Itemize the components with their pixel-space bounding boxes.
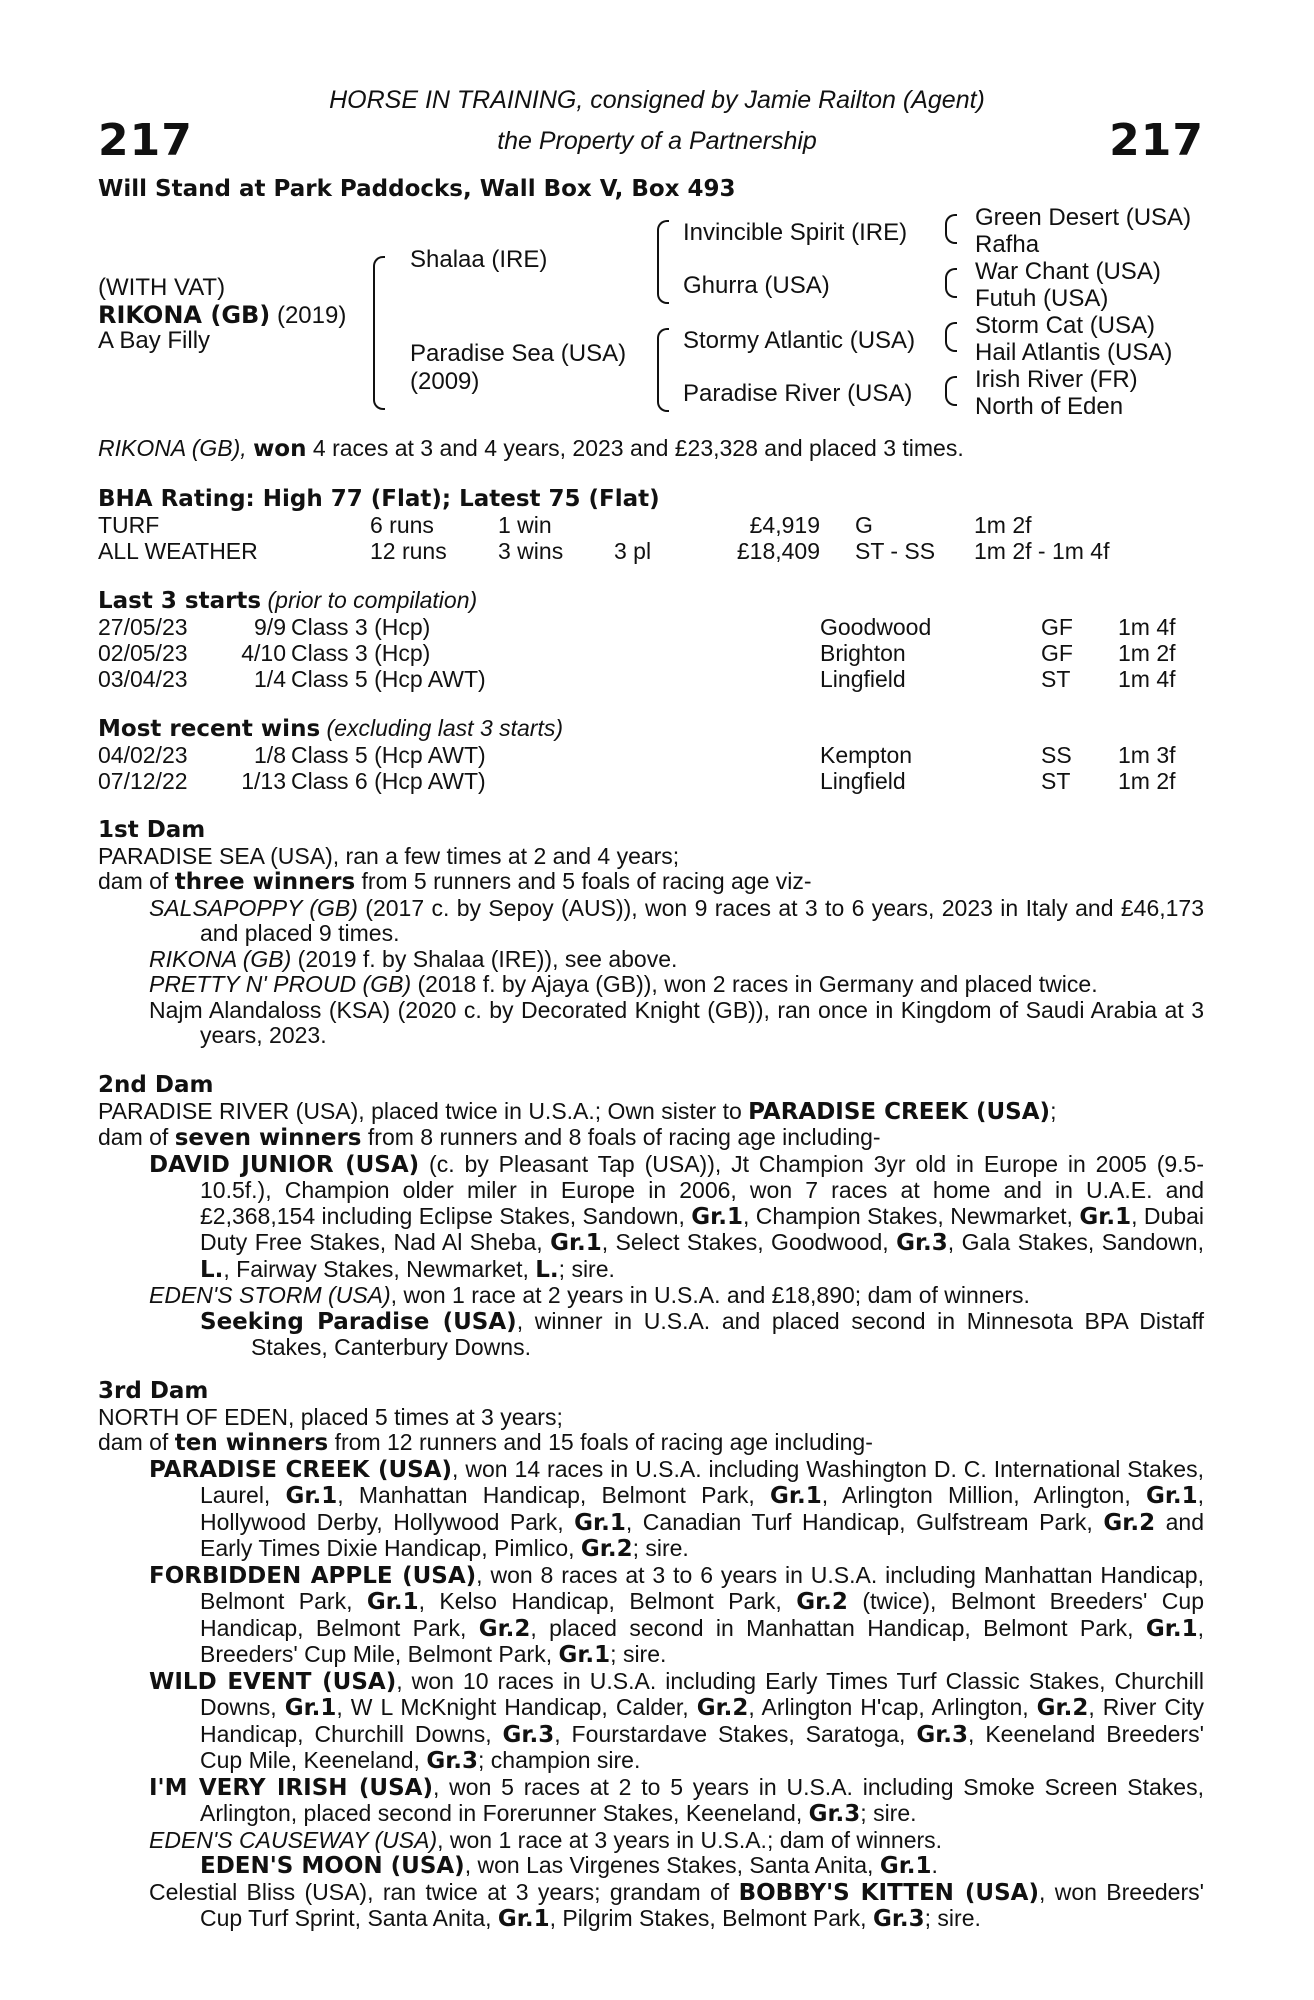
- t: ; sire.: [558, 1255, 615, 1282]
- t: , Select Stakes, Goodwood,: [601, 1229, 897, 1255]
- t: , Arlington H'cap, Arlington,: [748, 1694, 1037, 1720]
- summary-horse-name: RIKONA (GB),: [98, 435, 247, 461]
- start-course: Goodwood: [820, 614, 932, 640]
- grade: Gr.1: [284, 1695, 337, 1721]
- rating-going: G: [855, 512, 873, 538]
- summary-won: won: [253, 436, 307, 462]
- pedigree-sire-dam: Ghurra (USA): [683, 272, 830, 299]
- third-dam-line: NORTH OF EDEN, placed 5 times at 3 years;: [98, 1403, 563, 1430]
- recent-win-row: [98, 768, 1204, 794]
- progeny-text: , winner in U.S.A. and placed second in Minnesota BPA Distaff Stakes, Canterbury Downs.: [251, 1307, 1205, 1360]
- grand-progeny-entry: [98, 1309, 1204, 1361]
- start-date: 03/04/23: [98, 666, 188, 692]
- start-course: Brighton: [820, 640, 906, 666]
- sibling-name: PARADISE CREEK (USA): [748, 1098, 1051, 1125]
- progeny-name: RIKONA (GB): [149, 945, 292, 972]
- grade: Gr.2: [1036, 1695, 1089, 1721]
- first-dam-summary: [98, 869, 1204, 896]
- grade: Gr.2: [580, 1536, 633, 1562]
- winners-count: three winners: [174, 869, 356, 895]
- t: , Dubai Duty Free Stakes, Nad Al Sheba,: [200, 1202, 1205, 1255]
- t: , won 8 races at 3 to 6 years in U.S.A. including Manhattan Handicap, Belmont Park,: [200, 1561, 1204, 1614]
- t: , Gala Stakes, Sandown,: [947, 1229, 1204, 1255]
- start-date: 27/05/23: [98, 614, 188, 640]
- grand-progeny-entry: [98, 1853, 1204, 1880]
- win-class: Class 5 (Hcp AWT): [291, 742, 486, 768]
- t: , won 5 races at 2 to 5 years in U.S.A. including Smoke Screen Stakes, Arlington, placed second in Forerunner Stakes, Keeneland,: [200, 1773, 1204, 1826]
- grade: Gr.1: [550, 1230, 602, 1256]
- t: , Manhattan Handicap, Belmont Park,: [337, 1482, 771, 1508]
- start-distance: 1m 4f: [1118, 614, 1176, 640]
- progeny-text: , won 1 race at 3 years in U.S.A.; dam of winners.: [437, 1826, 943, 1853]
- text: from 5 runners and 5 foals of racing age viz-: [361, 868, 812, 894]
- start-going: ST: [1041, 666, 1071, 692]
- pedigree-sire-sire: Invincible Spirit (IRE): [683, 219, 908, 246]
- progeny-entry: Najm Alandaloss (KSA) (2020 c. by Decorated Knight (GB)), ran once in Kingdom of Saudi Arabia at 3 years, 2023.: [149, 996, 1204, 1048]
- lot-number-right: 217: [1109, 115, 1204, 166]
- start-class: Class 3 (Hcp): [291, 614, 431, 640]
- start-position: 4/10: [241, 640, 286, 666]
- progeny-name: EDEN'S MOON (USA): [200, 1853, 465, 1879]
- t: , won 14 races in U.S.A. including Washington D. C. International Stakes, Laurel,: [200, 1455, 1204, 1508]
- grade: Gr.1: [574, 1509, 626, 1536]
- grade: L.: [200, 1256, 224, 1283]
- win-distance: 1m 2f: [1118, 768, 1176, 794]
- grade: Gr.3: [896, 1230, 948, 1256]
- last3-row: [98, 614, 1204, 640]
- t: , Breeders' Cup Mile, Belmont Park,: [200, 1614, 1204, 1667]
- progeny-name: BOBBY'S KITTEN (USA): [738, 1879, 1039, 1906]
- rating-runs: 6 runs: [370, 512, 434, 538]
- progeny-name: EDEN'S CAUSEWAY (USA): [149, 1826, 438, 1853]
- pedigree-dam: Paradise Sea (USA): [410, 340, 627, 367]
- grade: Gr.3: [808, 1801, 861, 1827]
- grade: Gr.1: [558, 1642, 611, 1668]
- grade: Gr.1: [285, 1483, 338, 1509]
- first-dam-section: [98, 818, 1204, 1049]
- horse-year: (2019): [276, 302, 347, 329]
- rating-row-aw: [98, 538, 1204, 564]
- last3-row: [98, 666, 1204, 692]
- rating-distance: 1m 2f: [974, 512, 1032, 538]
- pedigree-bracket-sire: [657, 220, 669, 304]
- pedigree-dam-sire: Stormy Atlantic (USA): [683, 327, 916, 354]
- progeny-name: WILD EVENT (USA): [149, 1668, 397, 1695]
- second-dam-summary: [98, 1125, 1204, 1152]
- text: ;: [1050, 1097, 1057, 1124]
- progeny-entry: [98, 1283, 1204, 1309]
- progeny-entry: [98, 1457, 1204, 1563]
- win-course: Kempton: [820, 742, 913, 768]
- pedigree-bracket-g4: [945, 376, 957, 406]
- text: from 8 runners and 8 foals of racing age including-: [367, 1124, 881, 1150]
- progeny-name: Seeking Paradise (USA): [200, 1308, 517, 1335]
- pedigree-g1: Green Desert (USA): [975, 204, 1192, 231]
- rating-prize: £18,409: [736, 538, 820, 564]
- summary-text: 4 races at 3 and 4 years, 2023 and £23,328 and placed 3 times.: [312, 435, 964, 461]
- start-distance: 1m 2f: [1118, 640, 1176, 666]
- progeny-name: FORBIDDEN APPLE (USA): [149, 1562, 477, 1589]
- text: from 12 runners and 15 foals of racing age including-: [334, 1429, 873, 1455]
- grade: Gr.1: [366, 1589, 419, 1615]
- start-class: Class 3 (Hcp): [291, 640, 431, 666]
- grade: Gr.2: [796, 1589, 848, 1615]
- progeny-name: DAVID JUNIOR (USA): [149, 1151, 420, 1178]
- grade: Gr.3: [916, 1721, 969, 1748]
- grade: Gr.1: [1079, 1203, 1132, 1230]
- rating-prize: £4,919: [749, 512, 820, 538]
- pedigree-g4: Futuh (USA): [975, 285, 1109, 312]
- pedigree-g8: North of Eden: [975, 393, 1124, 420]
- win-course: Lingfield: [820, 768, 906, 794]
- rating-row-turf: [98, 512, 1204, 538]
- third-dam-section: [98, 1379, 1204, 1933]
- pedigree-g3: War Chant (USA): [975, 258, 1161, 285]
- recent-wins-title: Most recent wins: [98, 716, 321, 742]
- t: , Keeneland Breeders' Cup Mile, Keeneland,: [200, 1720, 1204, 1773]
- start-position: 9/9: [254, 614, 286, 640]
- consignor-line: HORSE IN TRAINING, consigned by Jamie Railton (Agent): [329, 86, 985, 114]
- progeny-entry: [98, 1775, 1204, 1828]
- start-course: Lingfield: [820, 666, 906, 692]
- win-going: ST: [1041, 768, 1071, 794]
- text: PARADISE RIVER (USA), placed twice in U.S.A.; Own sister to: [98, 1097, 742, 1124]
- win-distance: 1m 3f: [1118, 742, 1176, 768]
- rating-title: BHA Rating: High 77 (Flat); Latest 75 (Flat): [98, 486, 660, 512]
- t: ; sire.: [632, 1535, 689, 1561]
- progeny-name: SALSAPOPPY (GB): [149, 894, 358, 921]
- grade: Gr.2: [1103, 1509, 1156, 1536]
- t: , won Las Virgenes Stakes, Santa Anita,: [464, 1852, 880, 1878]
- t: , Pilgrim Stakes, Belmont Park,: [549, 1905, 873, 1931]
- t: , won Breeders' Cup Turf Sprint, Santa Anita,: [200, 1878, 1204, 1931]
- text: dam of: [98, 1429, 169, 1455]
- t: (c. by Pleasant Tap (USA)), Jt Champion 3yr old in Europe in 2005 (9.5-10.5f.), Champion older miler in Europe in 2006, won 7 races at home and in U.A.E. and £2,368,154 including Eclipse Stakes, Sandown,: [200, 1150, 1204, 1229]
- t: ; sire.: [610, 1641, 667, 1667]
- pedigree-bracket-g2: [945, 268, 957, 298]
- progeny-entry: [98, 1880, 1204, 1933]
- grade: Gr.2: [696, 1695, 749, 1721]
- last3-note: (prior to compilation): [267, 587, 478, 613]
- horse-title: [98, 301, 346, 330]
- t: , W L McKnight Handicap, Calder,: [336, 1694, 697, 1720]
- stand-location: Will Stand at Park Paddocks, Wall Box V, Box 493: [98, 176, 736, 202]
- win-date: 04/02/23: [98, 742, 188, 768]
- rating-going: ST - SS: [855, 538, 936, 564]
- second-dam-title: 2nd Dam: [98, 1072, 214, 1098]
- t: , Fourstardave Stakes, Saratoga,: [554, 1720, 917, 1747]
- second-dam-line: [98, 1099, 1204, 1126]
- win-date: 07/12/22: [98, 768, 188, 794]
- t: , won 10 races in U.S.A. including Early Times Turf Classic Stakes, Churchill Downs,: [200, 1667, 1204, 1720]
- progeny-text: (2019 f. by Shalaa (IRE)), see above.: [297, 945, 678, 972]
- t: , Kelso Handicap, Belmont Park,: [418, 1588, 797, 1614]
- progeny-name: PARADISE CREEK (USA): [149, 1456, 453, 1483]
- horse-name: RIKONA (GB): [98, 301, 271, 329]
- t: .: [931, 1852, 938, 1878]
- grade: Gr.1: [770, 1483, 822, 1509]
- third-dam-title: 3rd Dam: [98, 1378, 209, 1404]
- grade: Gr.1: [497, 1906, 550, 1932]
- recent-wins-note: (excluding last 3 starts): [326, 715, 564, 741]
- progeny-entry: [98, 1152, 1204, 1284]
- progeny-name: EDEN'S STORM (USA): [149, 1282, 391, 1308]
- grade: Gr.3: [426, 1748, 478, 1774]
- winners-count: seven winners: [174, 1125, 362, 1151]
- t: , Hollywood Derby, Hollywood Park,: [200, 1482, 1205, 1535]
- progeny-entry: [98, 947, 1204, 973]
- start-position: 1/4: [254, 666, 286, 692]
- progeny-text: (2017 c. by Sepoy (AUS)), won 9 races at 3 to 6 years, 2023 in Italy and £46,173 and placed 9 times.: [200, 894, 1205, 946]
- t: , Champion Stakes, Newmarket,: [742, 1202, 1080, 1229]
- second-dam-section: [98, 1073, 1204, 1361]
- rating-surface: ALL WEATHER: [98, 538, 258, 564]
- horse-description: A Bay Filly: [98, 327, 211, 354]
- rating-surface: TURF: [98, 512, 160, 538]
- pedigree-bracket-g1: [945, 214, 957, 244]
- progeny-entry: [98, 1669, 1204, 1775]
- win-position: 1/8: [254, 742, 286, 768]
- pedigree-bracket-g3: [945, 322, 957, 352]
- t: Celestial Bliss (USA), ran twice at 3 years; grandam of: [149, 1878, 739, 1905]
- grade: Gr.1: [1145, 1615, 1198, 1642]
- rating-runs: 12 runs: [370, 538, 447, 564]
- pedigree-bracket-dam: [657, 328, 669, 412]
- t: , placed second in Manhattan Handicap, Belmont Park,: [530, 1614, 1146, 1641]
- win-position: 1/13: [241, 768, 286, 794]
- first-dam-title: 1st Dam: [98, 817, 206, 843]
- progeny-entry: [98, 972, 1204, 998]
- recent-wins-heading: [98, 716, 563, 743]
- progeny-name: PRETTY N' PROUD (GB): [149, 971, 412, 997]
- t: ; sire.: [860, 1800, 917, 1826]
- t: , River City Handicap, Churchill Downs,: [200, 1694, 1204, 1747]
- progeny-entry: [98, 1563, 1204, 1669]
- grade: Gr.3: [872, 1906, 925, 1932]
- t: ; sire.: [924, 1905, 981, 1931]
- t: , Fairway Stakes, Newmarket,: [223, 1255, 536, 1282]
- rating-wins: 3 wins: [498, 538, 564, 564]
- t: , Arlington Million, Arlington,: [821, 1482, 1146, 1508]
- t: ; champion sire.: [478, 1747, 641, 1773]
- start-distance: 1m 4f: [1118, 666, 1176, 692]
- third-dam-summary: [98, 1430, 1204, 1457]
- grade: L.: [535, 1256, 559, 1283]
- progeny-entry: [98, 896, 1204, 947]
- rating-wins: 1 win: [498, 512, 552, 538]
- pedigree-g6: Hail Atlantis (USA): [975, 339, 1173, 366]
- start-going: GF: [1041, 640, 1073, 666]
- t: and Early Times Dixie Handicap, Pimlico,: [200, 1508, 1205, 1561]
- start-going: GF: [1041, 614, 1073, 640]
- recent-win-row: [98, 742, 1204, 768]
- property-line: the Property of a Partnership: [497, 127, 817, 155]
- start-date: 02/05/23: [98, 640, 188, 666]
- last3-heading: [98, 588, 477, 615]
- start-class: Class 5 (Hcp AWT): [291, 666, 486, 692]
- rating-placed: 3 pl: [614, 538, 652, 564]
- pedigree-sire: Shalaa (IRE): [410, 246, 548, 273]
- win-going: SS: [1041, 742, 1072, 768]
- t: (twice), Belmont Breeders' Cup Handicap, Belmont Park,: [200, 1588, 1204, 1641]
- first-dam-line: PARADISE SEA (USA), ran a few times at 2 and 4 years;: [98, 842, 680, 869]
- progeny-entry: [98, 1828, 1204, 1854]
- progeny-name: I'M VERY IRISH (USA): [149, 1774, 433, 1801]
- lot-number-left: 217: [98, 115, 193, 166]
- pedigree-g2: Rafha: [975, 231, 1040, 258]
- vat-note: (WITH VAT): [98, 274, 226, 301]
- winners-count: ten winners: [174, 1430, 329, 1456]
- last3-row: [98, 640, 1204, 666]
- last3-title: Last 3 starts: [98, 588, 262, 614]
- progeny-text: (2018 f. by Ajaya (GB)), won 2 races in Germany and placed twice.: [417, 971, 1098, 997]
- t: , Canadian Turf Handicap, Gulfstream Park,: [625, 1508, 1104, 1535]
- text: dam of: [98, 1124, 169, 1150]
- pedigree-g5: Storm Cat (USA): [975, 312, 1156, 339]
- rating-distance: 1m 2f - 1m 4f: [974, 538, 1110, 564]
- race-summary: [98, 436, 964, 463]
- win-class: Class 6 (Hcp AWT): [291, 768, 486, 794]
- grade: Gr.1: [879, 1853, 932, 1879]
- grade: Gr.1: [1145, 1483, 1198, 1509]
- pedigree-dam-year: (2009): [410, 368, 480, 395]
- pedigree-bracket-main: [373, 256, 385, 410]
- grade: Gr.1: [691, 1203, 743, 1230]
- grade: Gr.2: [478, 1615, 531, 1642]
- pedigree-dam-dam: Paradise River (USA): [683, 380, 913, 407]
- grade: Gr.3: [502, 1721, 555, 1748]
- progeny-text: , won 1 race at 2 years in U.S.A. and £18,890; dam of winners.: [390, 1282, 1030, 1308]
- pedigree-g7: Irish River (FR): [975, 366, 1138, 393]
- text: dam of: [98, 868, 169, 894]
